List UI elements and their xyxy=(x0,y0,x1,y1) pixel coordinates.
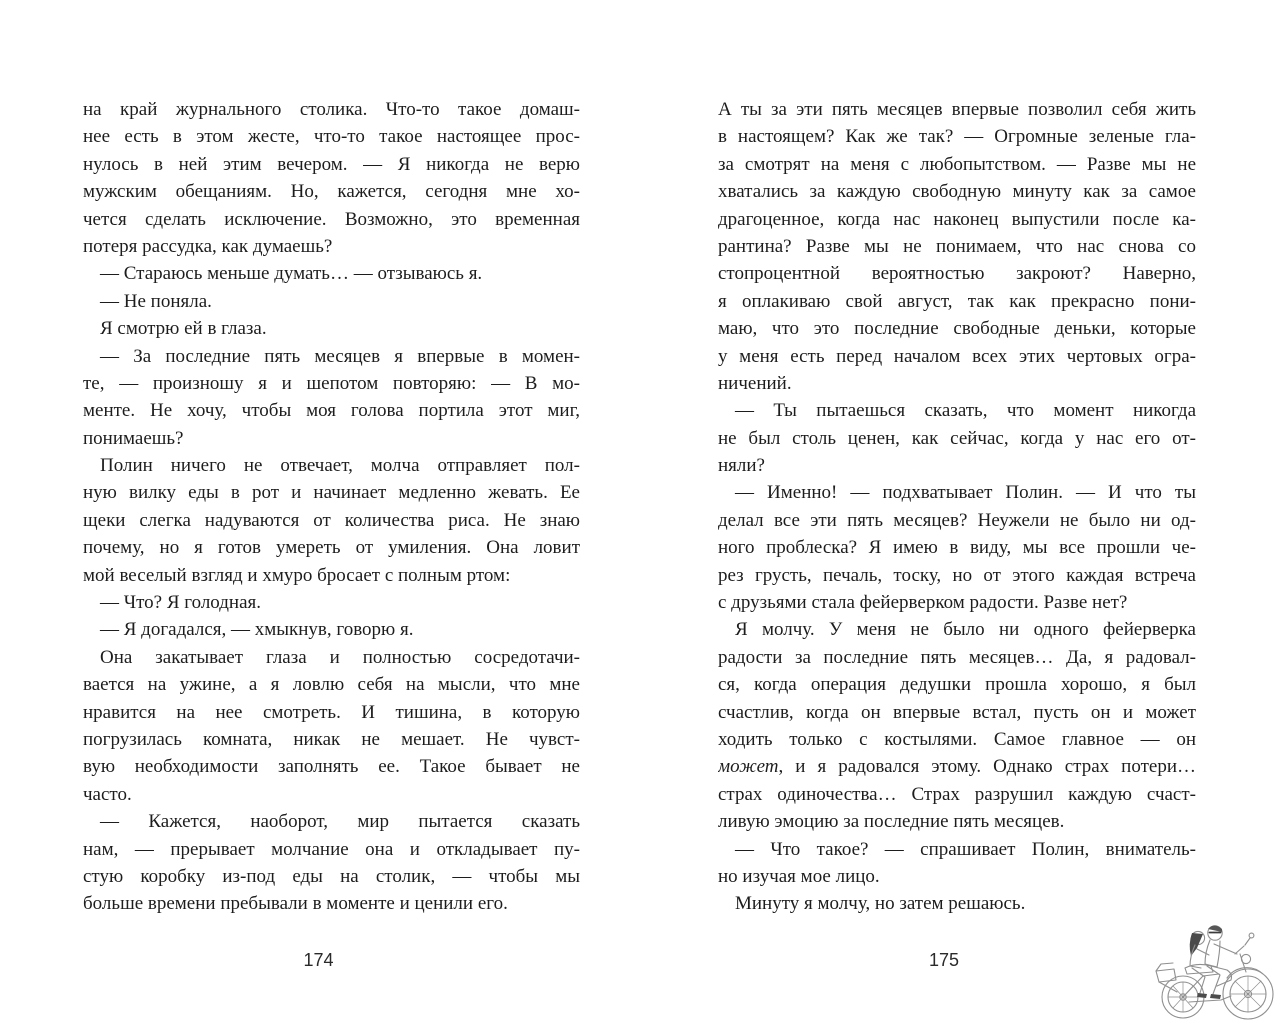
text-line: Она закатывает глаза и полностью сосредотачи- xyxy=(100,646,580,668)
text-line: стую коробку из-под еды на столик, — чтобы мы xyxy=(83,865,580,887)
text-line: те, — произношу я и шепотом повторяю: — В мо- xyxy=(83,372,580,394)
text-line: ходить только с костылями. Самое главное — он xyxy=(718,728,1196,750)
text-line: ся, когда операция дедушки прошла хорошо, я был xyxy=(718,674,1196,696)
page-number-left: 174 xyxy=(303,950,334,970)
text-line: счастлив, когда он впервые встал, пусть он и может xyxy=(718,701,1196,723)
text-line: но изучая мое лицо. xyxy=(718,865,880,887)
text-line: — Ты пытаешься сказать, что момент никогда xyxy=(735,400,1196,422)
page-number-right: 175 xyxy=(928,950,960,970)
text-line: ливую эмоцию за последние пять месяцев. xyxy=(718,811,1065,833)
text-line: маю, что это последние свободные деньки, которые xyxy=(718,318,1196,340)
text-line: — Я догадался, — хмыкнув, говорю я. xyxy=(100,619,414,641)
text-line: — Что такое? — спрашивает Полин, вниматель- xyxy=(735,838,1196,860)
text-line: щеки слегка надуваются от количества риса. Не знаю xyxy=(83,509,580,531)
text-line: ную вилку еды в рот и начинает медленно жевать. Ее xyxy=(83,482,580,504)
text-line: делал все эти пять месяцев? Неужели не было ни од- xyxy=(718,509,1196,531)
text-line: погрузилась комната, никак не мешает. Не чувст- xyxy=(83,728,580,750)
text-line: у меня есть перед началом всех этих чертовых огра- xyxy=(718,345,1196,367)
text-line: рантина? Разве мы не понимаем, что нас снова со xyxy=(718,235,1196,257)
text-line: стопроцентной вероятностью закроют? Наверно, xyxy=(718,263,1196,285)
text-line: Я смотрю ей в глаза. xyxy=(100,318,267,340)
text-line: драгоценное, когда нас наконец выпустили после ка- xyxy=(718,208,1196,230)
text-line: вую необходимости заполнять ее. Такое бывает не xyxy=(83,756,580,778)
text-line: на край журнального столика. Что-то такое домаш- xyxy=(83,99,580,120)
text-line: понимаешь? xyxy=(83,427,184,449)
text-line: нулось в ней этим вечером. — Я никогда не верю xyxy=(83,153,580,175)
text-line: больше времени пребывали в моменте и ценили его. xyxy=(83,893,508,915)
text-line: хватались за каждую свободную минуту как за самое xyxy=(718,181,1196,203)
text-line: — Кажется, наоборот, мир пытается сказать xyxy=(100,811,580,833)
text-line: ничений. xyxy=(718,372,792,394)
text-line: нравится на нее смотреть. И тишина, в которую xyxy=(83,701,580,723)
text-line: Минуту я молчу, но затем решаюсь. xyxy=(735,893,1026,915)
text-line: часто. xyxy=(83,783,132,805)
text-line: может, и я радовался этому. Однако страх потери… xyxy=(718,756,1196,778)
text-line: А ты за эти пять месяцев впервые позволил себя жить xyxy=(718,99,1196,120)
text-line: нее есть в этом жесте, что-то такое настоящее прос- xyxy=(83,126,580,148)
text-line: радости за последние пять месяцев… Да, я радовал- xyxy=(718,646,1196,668)
text-line: Я молчу. У меня не было ни одного фейерверка xyxy=(735,619,1196,641)
page-left-text-column xyxy=(83,96,580,920)
couple-riding-motorcycle-illustration xyxy=(1147,914,1279,1023)
text-line: с друзьями стала фейерверком радости. Разве нет? xyxy=(718,592,1128,614)
text-line: — За последние пять месяцев я впервые в момен- xyxy=(100,345,580,367)
text-line: почему, но я готов умереть от умиления. Она ловит xyxy=(83,537,580,559)
text-line: менте. Не хочу, чтобы моя голова портила этот миг, xyxy=(83,400,580,422)
text-line: страх одиночества… Страх разрушил каждую счаст- xyxy=(718,783,1196,805)
text-line: чется сделать исключение. Возможно, это временная xyxy=(83,208,580,230)
text-line: в настоящем? Как же так? — Огромные зеленые гла- xyxy=(718,126,1196,148)
text-line: — Что? Я голодная. xyxy=(100,592,262,614)
text-line: мой веселый взгляд и хмуро бросает с полным ртом: xyxy=(83,564,511,586)
text-line: вается на ужине, а я ловлю себя на мысли, что мне xyxy=(83,674,580,696)
text-line: Полин ничего не отвечает, молча отправляет пол- xyxy=(100,455,580,477)
text-line: — Не поняла. xyxy=(100,290,212,312)
text-line: ного проблеска? Я имею в виду, мы все прошли че- xyxy=(718,537,1196,559)
text-line: мужским обещаниям. Но, кажется, сегодня мне хо- xyxy=(83,181,580,203)
text-line: не был столь ценен, как сейчас, когда у нас его от- xyxy=(718,427,1196,449)
text-line: нам, — прерывает молчание она и откладывает пу- xyxy=(83,838,580,860)
text-line: потеря рассудка, как думаешь? xyxy=(83,235,333,257)
page-right-text-column xyxy=(718,96,1196,920)
text-line: рез грусть, печаль, тоску, но от этого каждая встреча xyxy=(718,564,1196,586)
text-line: за смотрят на меня с любопытством. — Разве мы не xyxy=(718,153,1196,175)
text-line: — Стараюсь меньше думать… — отзываюсь я. xyxy=(100,263,483,285)
text-line: — Именно! — подхватывает Полин. — И что ты xyxy=(735,482,1196,504)
text-line: я оплакиваю свой август, так как прекрасно пони- xyxy=(718,290,1196,312)
text-line: няли? xyxy=(718,455,765,477)
